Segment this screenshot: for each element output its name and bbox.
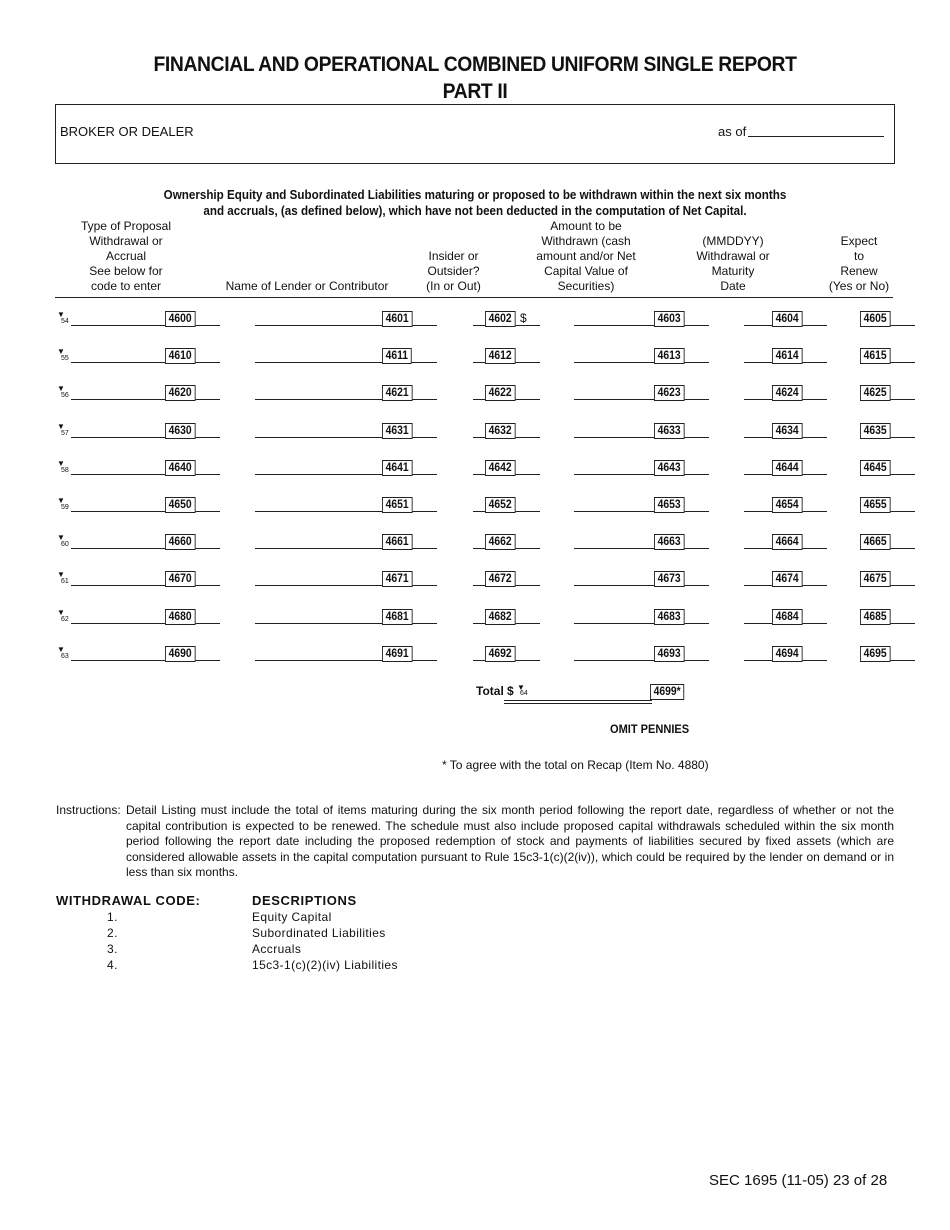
line-marker-icon: ▼ — [57, 421, 65, 431]
item-code-box: 4653 — [654, 497, 684, 513]
instructions-label: Instructions: — [56, 803, 121, 817]
item-code-box: 4643 — [654, 460, 684, 476]
item-code-box: 4660 — [165, 534, 195, 550]
total-dollar: $ — [507, 684, 514, 698]
line-marker-icon: ▼ — [57, 310, 65, 319]
descriptions-heading: DESCRIPTIONS — [252, 893, 357, 908]
asof-label: as of — [718, 124, 747, 139]
type-field[interactable] — [71, 356, 220, 363]
withdrawal-code-heading: WITHDRAWAL CODE: — [56, 893, 201, 908]
line-marker-icon: ▼ — [57, 644, 65, 654]
page-subtitle-part: PART II — [442, 80, 508, 103]
line-marker-icon: ▼ — [57, 496, 65, 505]
item-code-box: 4672 — [485, 571, 515, 587]
line-marker-icon: ▼ — [57, 570, 65, 580]
item-code-box: 4603 — [654, 311, 684, 327]
item-code-box: 4644 — [772, 460, 802, 476]
item-code-box: 4654 — [772, 497, 802, 513]
line-number: 55 — [61, 355, 69, 363]
page-title: FINANCIAL AND OPERATIONAL COMBINED UNIFORM SINGLE REPORT — [153, 53, 797, 76]
item-code-box: 4665 — [860, 534, 890, 550]
item-code-box: 4690 — [165, 646, 195, 662]
line-number: 62 — [61, 615, 69, 623]
item-code-box: 4685 — [860, 609, 890, 625]
withdrawal-description: Accruals — [252, 942, 302, 956]
item-code-box: 4625 — [860, 385, 890, 401]
line-number: 63 — [61, 652, 69, 660]
line-marker-icon: ▼ — [57, 607, 65, 617]
item-code-box: 4695 — [860, 646, 890, 662]
item-code-box: 4655 — [860, 497, 890, 513]
item-code-box: 4645 — [860, 460, 890, 476]
item-code-box: 4623 — [654, 385, 684, 401]
amount-field[interactable] — [574, 319, 709, 326]
amount-field[interactable] — [574, 579, 709, 586]
line-number: 56 — [61, 392, 69, 400]
withdrawal-code: 2. — [107, 926, 118, 940]
line-number: 61 — [61, 578, 69, 586]
item-code-box: 4693 — [654, 646, 684, 662]
item-code-box: 4601 — [382, 311, 412, 327]
item-code-box: 4624 — [772, 385, 802, 401]
amount-field[interactable] — [574, 654, 709, 661]
instructions-text: Detail Listing must include the total of items maturing during the six month period following the report date, regardless of whether or not the capital contribution is expected to be renewed. The schedule must also include proposed capital withdrawals scheduled within the six month period following the report date including the proposed redemption of stock and payments of liabilities secured by fixed assets (which are considered allowable assets in the capital computation pursuant to Rule 15c3-1(c)(2(iv)), which could be required by the lender on demand or in less than six months. — [126, 803, 894, 879]
type-field[interactable] — [71, 579, 220, 586]
item-code-box: 4640 — [165, 460, 195, 476]
item-code-box: 4664 — [772, 534, 802, 550]
item-code-box: 4675 — [860, 571, 890, 587]
total-line-number: 64 — [520, 690, 528, 697]
item-code-box: 4631 — [382, 423, 412, 439]
form-footer: SEC 1695 (11-05) 23 of 28 — [709, 1172, 888, 1189]
item-code-box: 4622 — [485, 385, 515, 401]
type-field[interactable] — [71, 431, 220, 438]
line-number: 54 — [61, 318, 69, 325]
amount-field[interactable] — [574, 431, 709, 438]
item-code-box: 4661 — [382, 534, 412, 550]
amount-field[interactable] — [574, 393, 709, 400]
section-title-line1: Ownership Equity and Subordinated Liabilities maturing or proposed to be withdrawn within the next six months — [163, 188, 787, 202]
type-field[interactable] — [71, 617, 220, 624]
item-code-box: 4641 — [382, 460, 412, 476]
total-code-box: 4699* — [650, 684, 684, 700]
item-code-box: 4691 — [382, 646, 412, 662]
item-code-box: 4621 — [382, 385, 412, 401]
omit-pennies-note: OMIT PENNIES — [610, 722, 690, 736]
item-code-box: 4633 — [654, 423, 684, 439]
item-code-box: 4614 — [772, 348, 802, 364]
line-marker-icon: ▼ — [57, 347, 65, 357]
line-marker-icon: ▼ — [57, 458, 65, 468]
item-code-box: 4651 — [382, 497, 412, 513]
item-code-box: 4602 — [485, 311, 515, 327]
withdrawal-code: 4. — [107, 958, 118, 972]
line-number: 57 — [61, 429, 69, 437]
type-field[interactable] — [71, 505, 220, 512]
header-divider — [55, 297, 893, 298]
item-code-box: 4635 — [860, 423, 890, 439]
item-code-box: 4681 — [382, 609, 412, 625]
col-header-name: Name of Lender or Contributor — [225, 279, 389, 293]
item-code-box: 4632 — [485, 423, 515, 439]
item-code-box: 4670 — [165, 571, 195, 587]
item-code-box: 4611 — [382, 348, 412, 364]
amount-field[interactable] — [574, 542, 709, 549]
item-code-box: 4630 — [165, 423, 195, 439]
item-code-box: 4671 — [382, 571, 412, 587]
item-code-box: 4610 — [165, 348, 195, 364]
item-code-box: 4605 — [860, 311, 890, 327]
item-code-box: 4673 — [654, 571, 684, 587]
item-code-box: 4615 — [860, 348, 890, 364]
line-marker-icon: ▼ — [57, 384, 65, 394]
total-amount-field[interactable] — [504, 700, 652, 701]
col-header-renew: Expect to Renew (Yes or No) — [828, 234, 890, 293]
col-header-insider: Insider or Outsider? (In or Out) — [426, 249, 481, 293]
item-code-box: 4604 — [772, 311, 802, 327]
withdrawal-description: 15c3-1(c)(2)(iv) Liabilities — [252, 958, 398, 972]
item-code-box: 4612 — [485, 348, 515, 364]
footnote: * To agree with the total on Recap (Item No. 4880) — [442, 758, 709, 772]
item-code-box: 4652 — [485, 497, 515, 513]
item-code-box: 4613 — [654, 348, 684, 364]
item-code-box: 4650 — [165, 497, 195, 513]
amount-field[interactable] — [574, 617, 709, 624]
withdrawal-code: 1. — [107, 910, 118, 924]
item-code-box: 4662 — [485, 534, 515, 550]
item-code-box: 4642 — [485, 460, 515, 476]
item-code-box: 4692 — [485, 646, 515, 662]
asof-field[interactable] — [748, 136, 884, 137]
line-number: 58 — [61, 466, 69, 474]
amount-field[interactable] — [574, 468, 709, 475]
line-number: 59 — [61, 504, 69, 511]
type-field[interactable] — [71, 319, 220, 326]
item-code-box: 4683 — [654, 609, 684, 625]
type-field[interactable] — [71, 468, 220, 475]
withdrawal-description: Equity Capital — [252, 910, 332, 924]
item-code-box: 4674 — [772, 571, 802, 587]
col-header-amount: Amount to be Withdrawn (cash amount and/or Net Capital Value of Securities) — [536, 219, 636, 293]
type-field[interactable] — [71, 542, 220, 549]
type-field[interactable] — [71, 393, 220, 400]
section-title-line2: and accruals, (as defined below), which have not been deducted in the computation of Net Capital. — [203, 204, 747, 218]
item-code-box: 4684 — [772, 609, 802, 625]
item-code-box: 4682 — [485, 609, 515, 625]
broker-label: BROKER OR DEALER — [60, 124, 194, 139]
dollar-sign: $ — [520, 311, 527, 325]
col-header-type: Type of Proposal Withdrawal or Accrual See below for code to enter — [80, 219, 172, 293]
line-number: 60 — [61, 541, 69, 549]
item-code-box: 4694 — [772, 646, 802, 662]
type-field[interactable] — [71, 654, 220, 661]
amount-field[interactable] — [574, 505, 709, 512]
total-label: Total — [476, 684, 504, 698]
item-code-box: 4634 — [772, 423, 802, 439]
total-double-underline — [504, 703, 652, 704]
item-code-box: 4600 — [165, 311, 195, 327]
line-marker-icon: ▼ — [57, 533, 65, 543]
withdrawal-code: 3. — [107, 942, 118, 956]
total-marker-icon: ▼ — [517, 683, 525, 692]
item-code-box: 4680 — [165, 609, 195, 625]
col-header-date: (MMDDYY) Withdrawal or Maturity Date — [696, 234, 770, 293]
amount-field[interactable] — [574, 356, 709, 363]
item-code-box: 4663 — [654, 534, 684, 550]
item-code-box: 4620 — [165, 385, 195, 401]
withdrawal-description: Subordinated Liabilities — [252, 926, 386, 940]
